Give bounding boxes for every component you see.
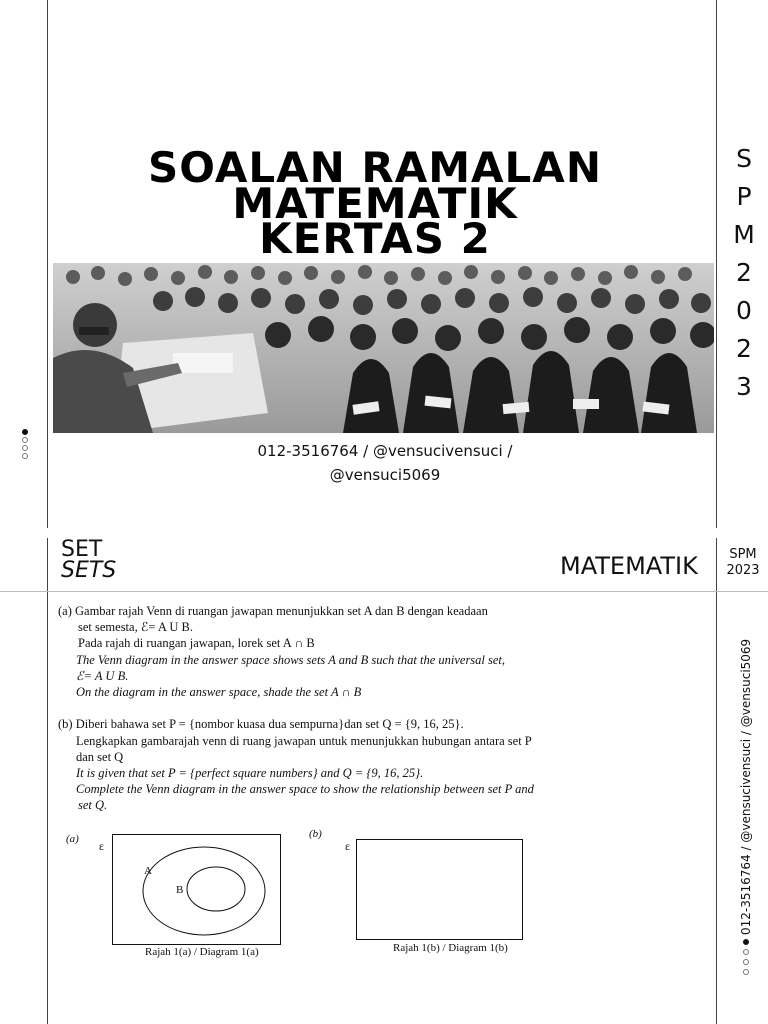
vertical-char: 2: [736, 258, 752, 287]
page-dot-active[interactable]: [743, 939, 749, 945]
universal-set-symbol: ε: [345, 839, 351, 853]
question-b-line-en: set Q.: [78, 798, 108, 812]
diagram-b-tag: (b): [309, 828, 322, 840]
vertical-char: M: [733, 220, 755, 249]
vertical-char: P: [736, 182, 752, 211]
contact-line-2: @vensuci5069: [329, 466, 441, 484]
set-b-ellipse: [187, 867, 245, 911]
diagram-b-caption: Rajah 1(b) / Diagram 1(b): [393, 942, 508, 954]
question-a-line-en: ℰ= A U B.: [76, 669, 129, 683]
topic-title: SET: [61, 537, 103, 562]
set-b-label: B: [176, 884, 184, 896]
crowd-photo-illustration: [53, 263, 714, 433]
diagram-a-tag: (a): [66, 833, 79, 845]
page-dot[interactable]: [22, 437, 28, 443]
cover-title-line-3: KERTAS 2: [259, 214, 491, 263]
page-dot[interactable]: [743, 949, 749, 955]
topic-title-english: SETS: [61, 558, 117, 583]
header-divider: [0, 591, 768, 592]
question-a-line-en: The Venn diagram in the answer space shows sets A and B such that the universal set,: [76, 653, 506, 667]
contact-line-1: 012-3516764 / @vensucivensuci /: [257, 442, 513, 460]
question-b-line: Lengkapkan gambarajah venn di ruang jawapan untuk menunjukkan hubungan antara set P: [76, 734, 532, 748]
question-a-line: (a) Gambar rajah Venn di ruangan jawapan menunjukkan set A dan B dengan keadaan: [58, 604, 488, 618]
diagram-a-caption: Rajah 1(a) / Diagram 1(a): [145, 946, 259, 958]
question-b-line: dan set Q: [76, 750, 124, 764]
page-dot[interactable]: [22, 453, 28, 459]
cover-title-line-1: SOALAN RAMALAN: [148, 143, 602, 192]
set-a-label: A: [144, 865, 152, 877]
cover-title-line-2: MATEMATIK: [232, 179, 518, 228]
question-b-line-en: Complete the Venn diagram in the answer space to show the relationship between set P and: [76, 782, 534, 796]
subject-heading: MATEMATIK: [560, 552, 698, 580]
vertical-char: 3: [736, 372, 752, 401]
question-b-line-en: It is given that set P = {perfect square numbers} and Q = {9, 16, 25}.: [76, 766, 424, 780]
set-a-ellipse: [143, 847, 265, 935]
vertical-char: 0: [736, 296, 752, 325]
vertical-char: S: [736, 144, 752, 173]
page-dot[interactable]: [743, 969, 749, 975]
exam-year: 2023: [726, 563, 760, 578]
left-margin-line: [47, 0, 48, 528]
question-a-line-en: On the diagram in the answer space, shade the set A ∩ B: [76, 685, 362, 699]
question-a-line: set semesta, ℰ= A U B.: [78, 620, 193, 634]
page-dot[interactable]: [743, 959, 749, 965]
exam-year-label: [722, 547, 764, 579]
page-dot[interactable]: [22, 445, 28, 451]
right-margin-line-page2: [716, 538, 717, 1024]
venn-diagram-b: [356, 839, 524, 941]
question-b-line: (b) Diberi bahawa set P = {nombor kuasa dua sempurna}dan set Q = {9, 16, 25}.: [58, 717, 464, 731]
vertical-contact-text: 012-3516764 / @vensucivensuci / @vensuci5069: [739, 638, 753, 935]
page-dot-active[interactable]: [22, 429, 28, 435]
vertical-contact-info: [739, 639, 753, 975]
classroom-photo: [53, 263, 714, 433]
left-margin-line-page2: [47, 538, 48, 1024]
venn-diagram-a: [112, 834, 282, 946]
vertical-char: 2: [736, 334, 752, 363]
right-margin-line: [716, 0, 717, 528]
exam-name: SPM: [729, 547, 757, 562]
question-a-line: Pada rajah di ruangan jawapan, lorek set A ∩ B: [78, 636, 315, 650]
vertical-exam-label: [728, 140, 760, 406]
universal-set-symbol: ε: [99, 839, 105, 853]
page-indicator: [22, 429, 28, 459]
